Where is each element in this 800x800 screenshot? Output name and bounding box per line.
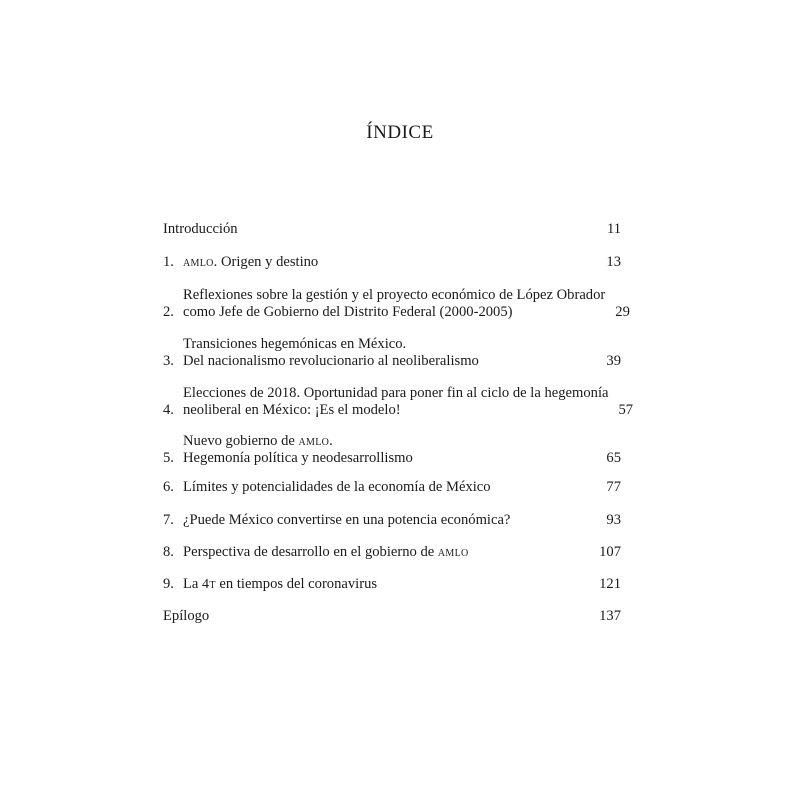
toc-entry-title <box>183 576 589 593</box>
toc-entry-title <box>163 221 597 238</box>
toc-page-number: 93 <box>606 512 621 528</box>
toc-page-number: 39 <box>606 353 621 369</box>
toc-entry-number: 5. <box>163 450 174 466</box>
toc-entry-number: 1. <box>163 254 174 270</box>
toc-entry-4 <box>163 385 634 419</box>
toc-page-number: 65 <box>606 450 621 466</box>
toc-entry-line: como Jefe de Gobierno del Distrito Federal (2000-2005) <box>183 304 513 320</box>
toc-page-number: 13 <box>606 254 621 270</box>
toc-entry-line: Del nacionalismo revolucionario al neoliberalismo <box>183 353 479 369</box>
toc-entry-number: 9. <box>163 576 174 592</box>
toc-entry-title <box>163 608 589 625</box>
toc-entry-3 <box>163 336 621 370</box>
toc-entry-9 <box>163 576 621 593</box>
toc-entry-line: Elecciones de 2018. Oportunidad para poner fin al ciclo de la hegemonía <box>183 385 609 401</box>
toc-entry-2 <box>163 287 630 321</box>
toc-page-number: 107 <box>599 544 621 560</box>
toc-page-number: 11 <box>606 221 621 237</box>
toc-entry-line: Nuevo gobierno de amlo. <box>183 433 333 449</box>
toc-entry-line: ¿Puede México convertirse en una potencia económica? <box>183 512 511 528</box>
toc-entry-introduccion <box>163 221 621 238</box>
toc-entry-number: 2. <box>163 304 174 320</box>
toc-entry-number: 7. <box>163 512 174 528</box>
toc-entry-line: Introducción <box>163 221 238 237</box>
toc-entry-title <box>183 544 589 561</box>
toc-page-number: 121 <box>599 576 621 592</box>
toc-entry-line: neoliberal en México: ¡Es el modelo! <box>183 402 401 418</box>
toc-page-number: 29 <box>615 304 630 320</box>
toc-page-number: 77 <box>606 479 621 495</box>
toc-entry-line: La 4t en tiempos del coronavirus <box>183 576 378 592</box>
toc-entry-8 <box>163 544 621 561</box>
toc-entry-epilogo <box>163 608 621 625</box>
toc-entry-line: Reflexiones sobre la gestión y el proyecto económico de López Obrador <box>183 287 606 303</box>
toc-entry-1 <box>163 254 621 271</box>
toc-entry-title <box>183 336 596 370</box>
toc-entry-number: 6. <box>163 479 174 495</box>
toc-entry-5 <box>163 433 621 467</box>
toc-entry-title <box>183 512 596 529</box>
toc-entry-title <box>183 287 605 321</box>
page-title: ÍNDICE <box>366 122 434 143</box>
toc-entry-line: Transiciones hegemónicas en México. <box>183 336 407 352</box>
toc-entry-line: Perspectiva de desarrollo en el gobierno de amlo <box>183 544 469 560</box>
toc-entry-number: 4. <box>163 402 174 418</box>
toc-entry-6 <box>163 479 621 496</box>
toc-entry-line: amlo. Origen y destino <box>183 254 319 270</box>
toc-entry-number: 8. <box>163 544 174 560</box>
toc-entry-line: Límites y potencialidades de la economía de México <box>183 479 491 495</box>
toc-entry-title <box>183 254 596 271</box>
toc-page-number: 137 <box>599 608 621 624</box>
toc-entry-title <box>183 433 596 467</box>
toc-entry-line: Epílogo <box>163 608 210 624</box>
toc-entry-7 <box>163 512 621 529</box>
toc-entry-line: Hegemonía política y neodesarrollismo <box>183 450 413 466</box>
toc-entry-number: 3. <box>163 353 174 369</box>
toc-entry-title <box>183 385 609 419</box>
toc-entry-title <box>183 479 596 496</box>
toc-page-number: 57 <box>618 402 634 418</box>
